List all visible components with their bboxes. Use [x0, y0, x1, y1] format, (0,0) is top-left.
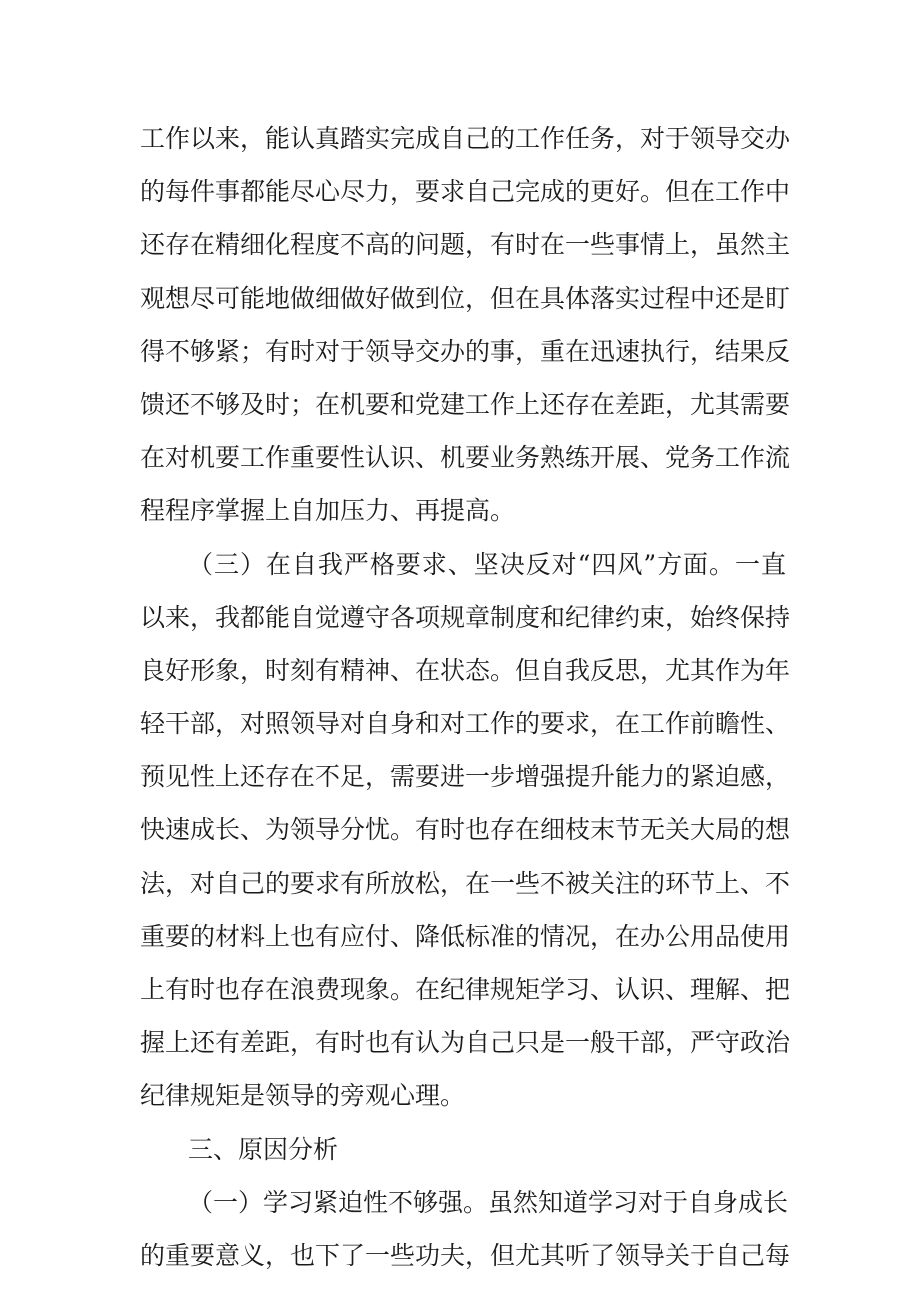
text-line: 法，对自己的要求有所放松，在一些不被关注的环节上、不	[140, 868, 791, 898]
text-line: 良好形象，时刻有精神、在状态。但自我反思，尤其作为年	[140, 655, 791, 685]
text-line: 纪律规矩是领导的旁观心理。	[140, 1081, 466, 1111]
text-line: 得不够紧；有时对于领导交办的事，重在迅速执行，结果反	[140, 336, 791, 366]
text-line: 在对机要工作重要性认识、机要业务熟练开展、党务工作流	[140, 443, 791, 473]
text-line: 的重要意义，也下了一些功夫，但尤其听了领导关于自己每	[140, 1240, 791, 1270]
text-line: 三、原因分析	[188, 1134, 339, 1164]
text-line: 还存在精细化程度不高的问题，有时在一些事情上，虽然主	[140, 230, 791, 260]
text-line: 观想尽可能地做细做好做到位，但在具体落实过程中还是盯	[140, 283, 791, 313]
text-line: 轻干部，对照领导对自身和对工作的要求，在工作前瞻性、	[140, 709, 791, 739]
text-line: 上有时也存在浪费现象。在纪律规矩学习、认识、理解、把	[140, 975, 791, 1004]
document-body	[140, 112, 791, 1282]
text-line: 握上还有差距，有时也有认为自己只是一般干部，严守政治	[140, 1028, 791, 1058]
text-line: 工作以来，能认真踏实完成自己的工作任务，对于领导交办	[140, 124, 791, 153]
text-line: 快速成长、为领导分忧。有时也存在细枝末节无关大局的想	[140, 815, 791, 845]
text-line: 程程序掌握上自加压力、再提高。	[140, 496, 516, 526]
text-line: （一）学习紧迫性不够强。虽然知道学习对于自身成长	[188, 1187, 789, 1217]
text-line: 的每件事都能尽心尽力，要求自己完成的更好。但在工作中	[140, 177, 791, 207]
text-line: 重要的材料上也有应付、降低标准的情况，在办公用品使用	[140, 921, 791, 951]
text-line: 以来，我都能自觉遵守各项规章制度和纪律约束，始终保持	[140, 602, 791, 632]
text-line: 预见性上还存在不足，需要进一步增强提升能力的紧迫感，	[140, 762, 791, 792]
text-line: （三）在自我严格要求、坚决反对“四风”方面。一直	[188, 549, 786, 579]
text-line: 馈还不够及时；在机要和党建工作上还存在差距，尤其需要	[140, 389, 791, 419]
